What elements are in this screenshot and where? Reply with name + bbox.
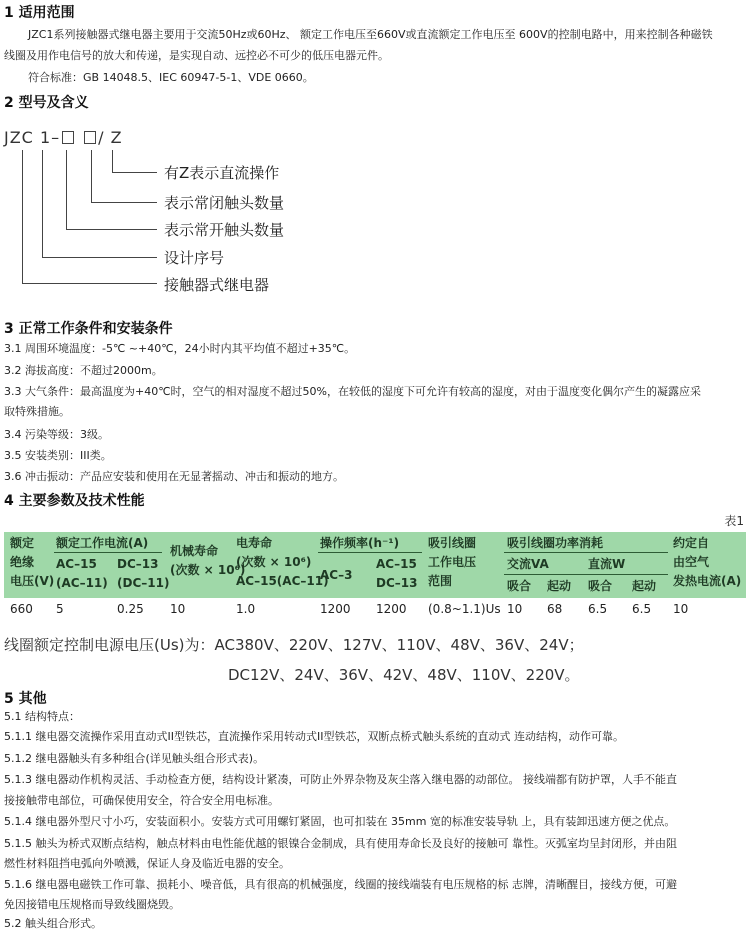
other-line: 5.1 结构特点： [4, 710, 80, 723]
header-dc13: DC–13 (DC–11) [117, 557, 170, 590]
table-header [4, 532, 746, 598]
other-line: 5.1.4 继电器外型尺寸小巧，安装面积小。安装方式可用螺钉紧固，也可扣装在 35mm 宽的标准安装导轨 上，具有装卸迅速方便之优点。 [4, 815, 676, 828]
model-label: 表示常开触头数量 [164, 221, 285, 239]
header-coil-power: 吸引线圈功率消耗 [507, 536, 604, 550]
header-rule [504, 574, 668, 575]
section-5-heading: 5 其他 [4, 691, 47, 707]
header-pickup: 吸合 [507, 579, 532, 593]
header-thermal-current: 约定自 由空气 发热电流(A) [673, 536, 742, 588]
header-insulation-voltage: 额定 绝缘 电压(V) [10, 536, 55, 588]
connector-line [66, 229, 157, 230]
section-1-standards: 符合标准：GB 14048.5、IEC 60947-5-1、VDE 0660。 [28, 71, 314, 84]
connector-line [22, 150, 23, 283]
other-line: 5.1.3 继电器动作机构灵活、手动检查方便，结构设计紧凑，可防止外界杂物及灰尘落入继电器的动部位。 接线端都有防护罩，人手不能直 [4, 773, 677, 786]
condition-item: 3.5 安装类别：III类。 [4, 449, 112, 462]
other-line: 5.1.6 继电器电磁铁工作可靠、损耗小、噪音低，具有很高的机械强度，线圈的接线端装有电压规格的标 志牌，清晰醒目，接线方便，可避 [4, 878, 677, 891]
table-cell: 10 [170, 602, 186, 616]
model-code [4, 128, 123, 147]
connector-line [66, 150, 67, 229]
other-line: 免因接错电压规格而导致线圈烧毁。 [4, 898, 180, 911]
other-line: 5.1.2 继电器触头有多种组合(详见触头组合形式表)。 [4, 752, 265, 765]
table-cell: 6.5 [588, 602, 608, 616]
header-coil-voltage-range: 吸引线圈 工作电压 范围 [428, 536, 477, 588]
control-voltage-ac: 线圈额定控制电源电压(Us)为：AC380V、220V、127V、110V、48V、36V、24V； [4, 636, 584, 654]
condition-item: 取特殊措施。 [4, 405, 70, 418]
connector-line [112, 150, 113, 172]
control-voltage-dc: DC12V、24V、36V、42V、48V、110V、220V。 [228, 666, 580, 684]
other-line: 5.2 触头组合形式。 [4, 917, 102, 930]
header-rule [54, 552, 162, 553]
connector-line [91, 202, 157, 203]
connector-line [91, 150, 92, 202]
table-cell: 1200 [320, 602, 351, 616]
model-diagram [4, 118, 324, 298]
header-start: 起动 [547, 579, 572, 593]
header-start: 起动 [632, 579, 657, 593]
section-2-heading: 2 型号及含义 [4, 95, 89, 111]
table-cell: 0.25 [117, 602, 144, 616]
model-label: 有Z表示直流操作 [164, 164, 280, 182]
connector-line [42, 257, 157, 258]
section-1-para-1: JZC1系列接触器式继电器主要用于交流50Hz或60Hz、 额定工作电压至660V或直流额定工作电压至 600V的控制电路中，用来控制各种磁铁 [28, 28, 713, 41]
condition-item: 3.3 大气条件：最高温度为+40℃时，空气的相对湿度不超过50%，在较低的湿度下可允许有较高的湿度，对由于温度变化偶尔产生的凝露应采 [4, 385, 702, 398]
header-electrical-life: 电寿命 (次数 × 10⁶) AC–15(AC–11) [236, 536, 329, 588]
header-dc-w: 直流W [588, 557, 626, 571]
condition-item: 3.4 污染等级：3级。 [4, 428, 109, 441]
header-operating-frequency: 操作频率(h⁻¹) [320, 536, 400, 550]
other-line: 燃性材料阻挡电弧向外喷溅，保证人身及临近电器的安全。 [4, 857, 290, 870]
other-line: 5.1.5 触头为桥式双断点结构，触点材料由电性能优越的银镍合金制成，具有使用寿命长及良好的接触可 靠性。灭弧室均呈封闭形，并由阻 [4, 837, 677, 850]
other-line: 5.1.1 继电器交流操作采用直动式II型铁芯，直流操作采用转动式II型铁芯，双断点桥式触头系统的直动式 连动结构，动作可靠。 [4, 730, 624, 743]
table-cell: 5 [56, 602, 64, 616]
condition-item: 3.2 海拔高度：不超过2000m。 [4, 364, 163, 377]
condition-item: 3.6 冲击振动：产品应安装和使用在无显著摇动、冲击和振动的地方。 [4, 470, 344, 483]
section-1-heading: 1 适用范围 [4, 5, 75, 21]
section-3-heading: 3 正常工作条件和安装条件 [4, 321, 173, 337]
connector-line [42, 150, 43, 257]
table-row [4, 598, 746, 620]
header-mechanical-life: 机械寿命 (次数 × 10⁶) [170, 544, 246, 577]
condition-item: 3.1 周围环境温度：-5℃ ~+40℃，24小时内其平均值不超过+35℃。 [4, 342, 356, 355]
header-ac15: AC–15 (AC–11) [56, 557, 108, 590]
model-label: 接触器式继电器 [164, 276, 270, 294]
connector-line [112, 172, 157, 173]
header-ac-va: 交流VA [507, 557, 549, 571]
section-1-para-2: 线圈及用作电信号的放大和传递，是实现自动、远控必不可少的低压电器元件。 [4, 49, 389, 62]
model-label: 设计序号 [164, 249, 225, 267]
header-ac3: AC–3 [320, 568, 353, 582]
table-cell: 660 [10, 602, 33, 616]
header-rule [504, 552, 668, 553]
parameter-table [4, 532, 746, 620]
table-cell: 10 [673, 602, 689, 616]
table-cell: 68 [547, 602, 563, 616]
table-cell: 10 [507, 602, 523, 616]
connector-line [22, 283, 157, 284]
table-number: 表1 [724, 514, 744, 528]
model-suffix: / Z [98, 128, 123, 147]
table-cell: 1200 [376, 602, 407, 616]
placeholder-box-open [62, 131, 74, 144]
header-rule [318, 552, 422, 553]
placeholder-box-closed [84, 131, 96, 144]
table-cell: (0.8~1.1)Us [428, 602, 501, 616]
header-ac15-dc13: AC–15 DC–13 [376, 557, 418, 590]
model-prefix: JZC 1– [4, 128, 61, 147]
other-line: 接接触带电部位，可确保使用安全，符合安全用电标准。 [4, 794, 279, 807]
header-pickup: 吸合 [588, 579, 613, 593]
section-4-heading: 4 主要参数及技术性能 [4, 493, 145, 509]
model-label: 表示常闭触头数量 [164, 194, 285, 212]
header-rated-current: 额定工作电流(A) [56, 536, 149, 550]
table-cell: 6.5 [632, 602, 652, 616]
table-cell: 1.0 [236, 602, 256, 616]
